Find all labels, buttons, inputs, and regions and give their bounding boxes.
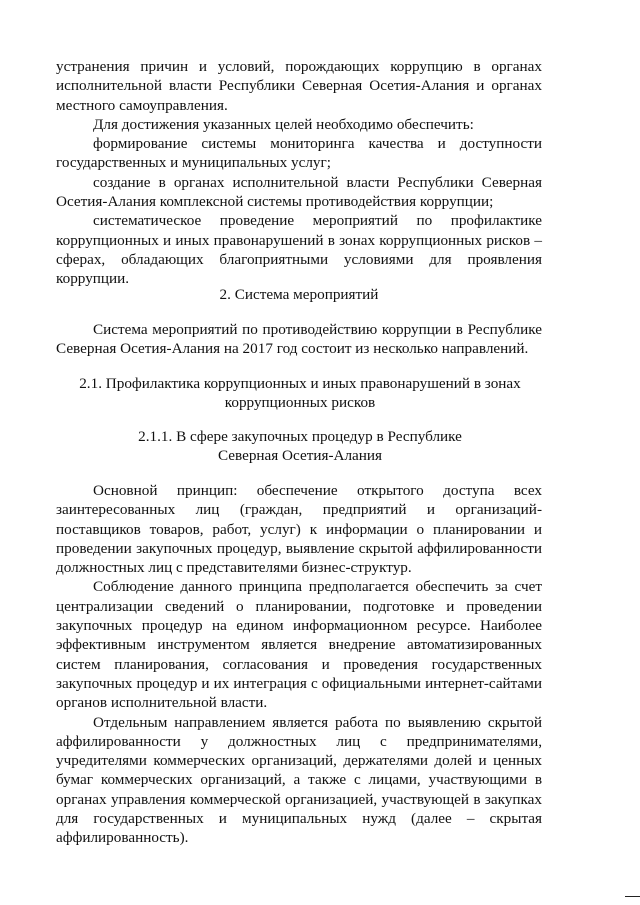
paragraph: Основной принцип: обеспечение открытого доступа всех заинтересованных лиц (граждан, предприятий и организаций-поставщиков товаров, работ, услуг) к информации о планировании и проведении закупочных процедур, выявление скрытой аффилированности должностных лиц с представителями бизнес-структур. [56, 482, 542, 577]
paragraph: Для достижения указанных целей необходимо обеспечить: [93, 115, 474, 133]
section-2-heading-block [56, 285, 542, 304]
section-2-1-1-body [56, 481, 542, 848]
paragraph: устранения причин и условий, порождающих коррупцию в органах исполнительной власти Республики Северная Осетия-Алания и органах местного самоуправления. [56, 58, 542, 114]
subsubsection-heading: 2.1.1. В сфере закупочных процедур в Республике Северная Осетия-Алания [138, 428, 462, 465]
intro-block [56, 57, 542, 289]
paragraph: формирование системы мониторинга качества и доступности государственных и муниципальных услуг; [56, 135, 542, 172]
section-2-body [56, 320, 542, 359]
paragraph: Система мероприятий по противодействию коррупции в Республике Северная Осетия-Алания на 2017 год состоит из несколько направлений. [56, 321, 542, 358]
section-2-1-heading-block [70, 374, 530, 413]
section-heading: 2. Система мероприятий [219, 286, 379, 303]
subsection-heading: 2.1. Профилактика коррупционных и иных правонарушений в зонах коррупционных рисков [79, 375, 521, 412]
paragraph: систематическое проведение мероприятий по профилактике коррупционных и иных правонарушений в зонах коррупционных рисков – сферах, обладающих благоприятными условиями для проявления коррупции. [56, 212, 542, 288]
paragraph: Соблюдение данного принципа предполагается обеспечить за счет централизации сведений о планировании, подготовке и проведении закупочных процедур на едином информационном ресурсе. Наиболее эффективным инструментом является внедрение автоматизированных систем планирования, согласования и проведения государственных закупочных процедур и их интеграция с официальными интернет-сайтами органов исполнительной власти. [56, 578, 542, 712]
paragraph: создание в органах исполнительной власти Республики Северная Осетия-Алания комплексной системы противодействия коррупции; [56, 173, 542, 211]
section-2-1-1-heading-block [120, 427, 480, 466]
margin-mark [625, 896, 640, 897]
paragraph: Отдельным направлением является работа по выявлению скрытой аффилированности у должностных лиц с предпринимателями, учредителями коммерческих организаций, держателями долей и ценных бумаг коммерческих организаций, а также с лицами, участвующими в органах управления коммерческой организацией, участвующей в закупках для государственных и муниципальных нужд (далее – скрытая аффилированность). [56, 713, 542, 847]
